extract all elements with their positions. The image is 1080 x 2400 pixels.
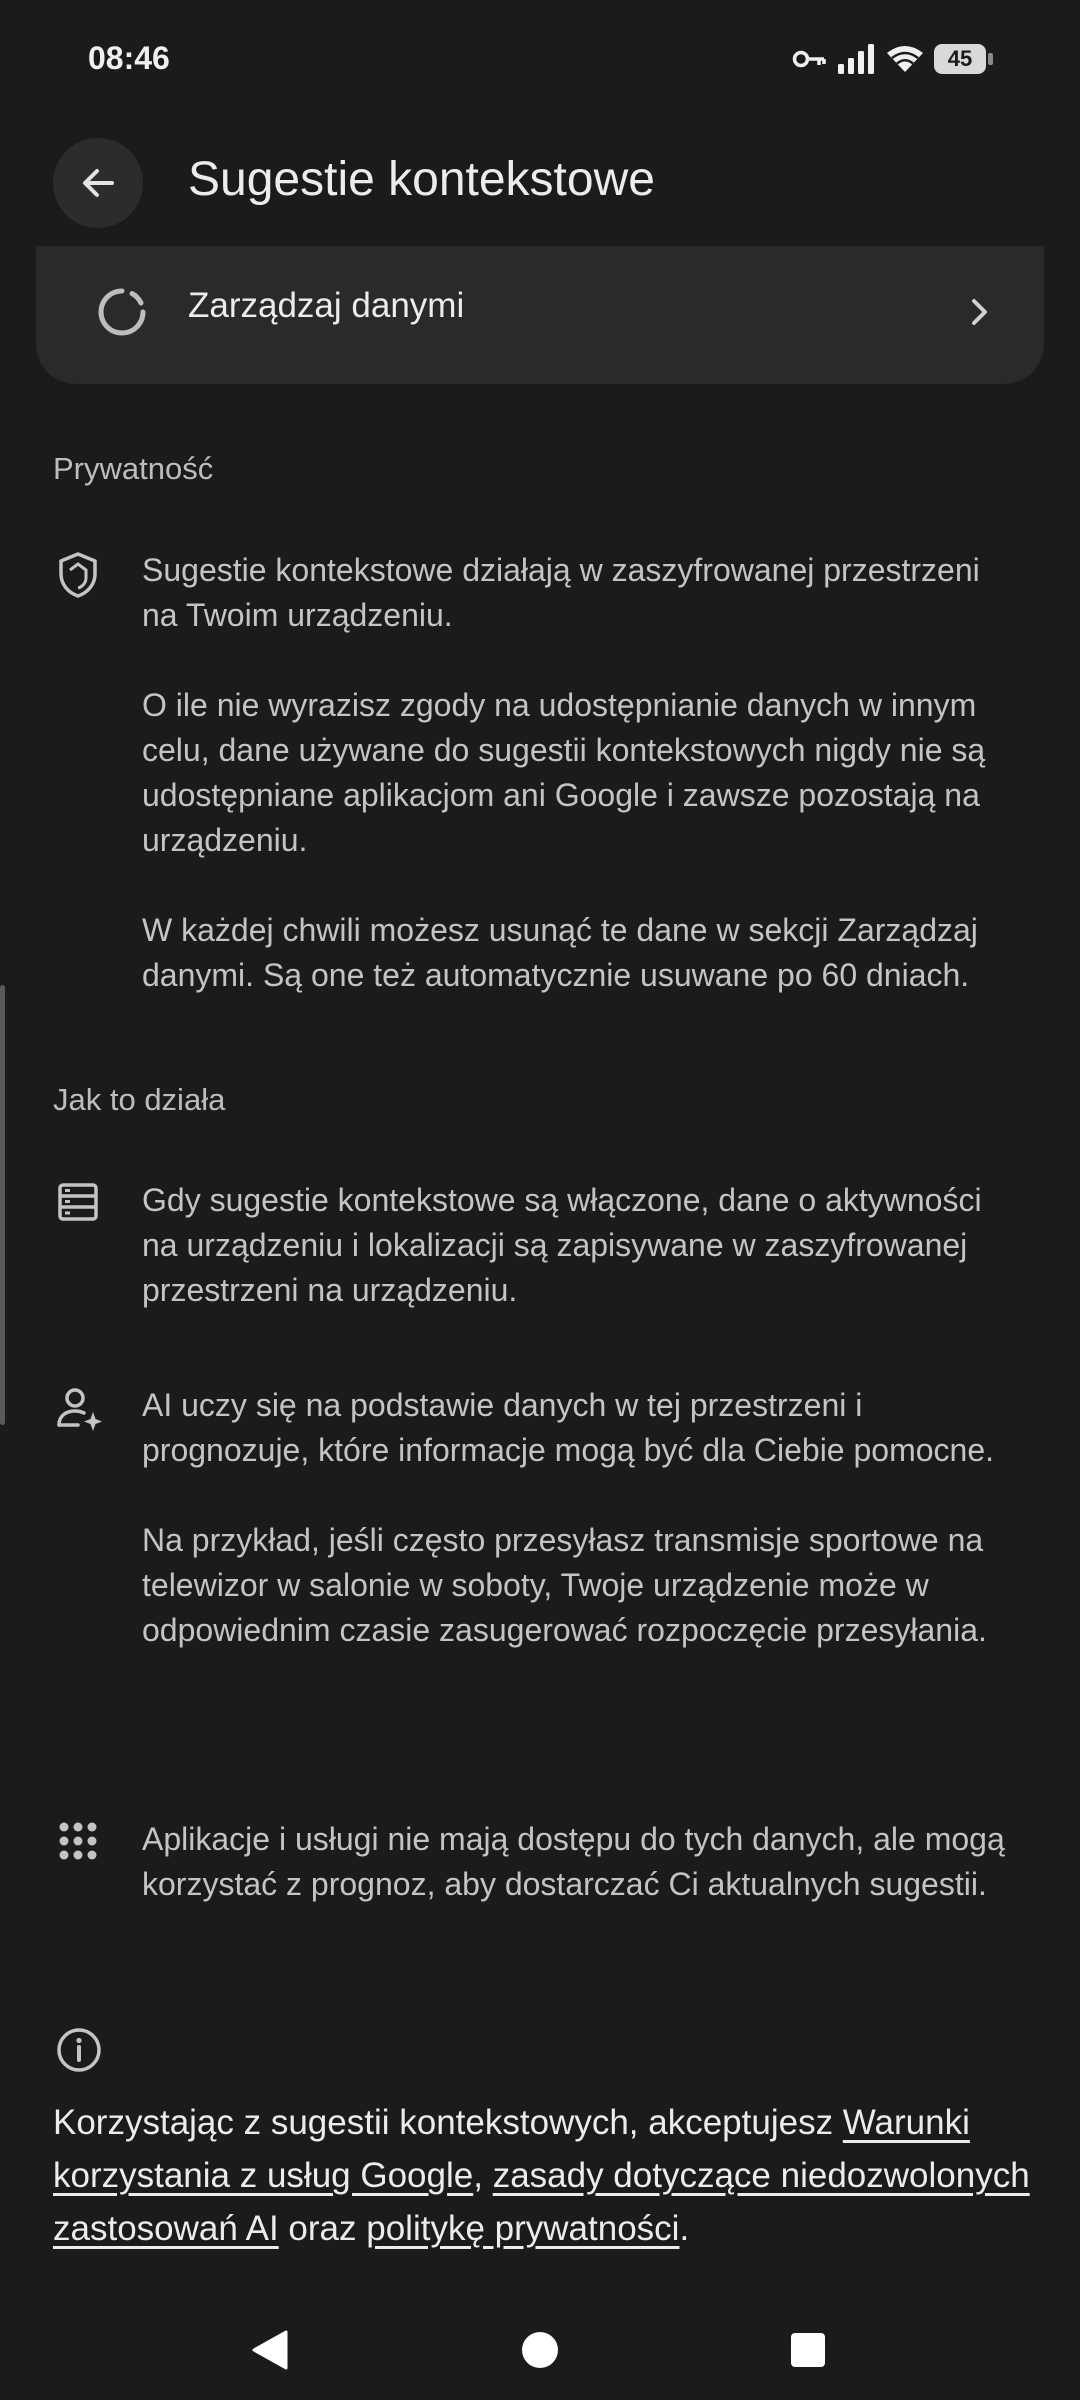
- nav-home-button[interactable]: [500, 2320, 580, 2380]
- signal-icon: [836, 44, 876, 74]
- shield-icon: [56, 550, 100, 600]
- status-bar: [0, 0, 1080, 120]
- legal-text-part: ,: [473, 2156, 493, 2195]
- navigation-bar: [0, 2300, 1080, 2400]
- nav-back-icon: [250, 2328, 290, 2372]
- paragraph: AI uczy się na podstawie danych w tej przestrzeni i prognozuje, które informacje mogą być dla Ciebie pomocne.: [142, 1387, 995, 1468]
- privacy-policy-link[interactable]: politykę prywatności: [366, 2209, 680, 2248]
- apps-text: [142, 1817, 1022, 1907]
- manage-data-item[interactable]: [36, 246, 1044, 384]
- privacy-text: [142, 548, 1022, 998]
- nav-back-button[interactable]: [230, 2320, 310, 2380]
- legal-text: [53, 2096, 1033, 2255]
- terms-of-service-link[interactable]: Warunki korzystania z usług Google: [53, 2103, 970, 2195]
- scrollbar[interactable]: [0, 985, 5, 1425]
- storage-icon: [56, 1180, 100, 1224]
- ai-policy-link[interactable]: zasady dotyczące niedozwolonych zastosowań AI: [53, 2156, 1030, 2248]
- paragraph: Aplikacje i usługi nie mają dostępu do tych danych, ale mogą korzystać z prognoz, aby dostarczać Ci aktualnych sugestii.: [142, 1821, 1005, 1902]
- person-sparkle-icon: [56, 1385, 106, 1433]
- paragraph: Na przykład, jeśli często przesyłasz transmisje sportowe na telewizor w salonie w soboty, Twoje urządzenie może w odpowiednim czasie zasugerować rozpoczęcie przesyłania.: [142, 1522, 987, 1648]
- battery-icon: [934, 44, 994, 74]
- app-bar: [0, 138, 1080, 248]
- apps-grid-icon: [56, 1819, 100, 1863]
- manage-data-label: Zarządzaj danymi: [188, 286, 465, 325]
- status-time: 08:46: [88, 40, 170, 76]
- legal-text-part: Korzystając z sugestii kontekstowych, akceptujesz: [53, 2103, 843, 2142]
- nav-home-icon: [520, 2330, 560, 2370]
- back-button[interactable]: [53, 138, 143, 228]
- page-title: Sugestie kontekstowe: [188, 153, 655, 206]
- storage-text: [142, 1178, 1022, 1313]
- legal-text-part: oraz: [278, 2209, 367, 2248]
- ai-text: [142, 1383, 1022, 1653]
- section-title-privacy: Prywatność: [53, 451, 214, 486]
- chevron-right-icon: [964, 292, 994, 332]
- info-icon: [55, 2026, 103, 2074]
- nav-recents-icon: [790, 2332, 826, 2368]
- vpn-key-icon: [792, 48, 826, 70]
- status-icons: [792, 44, 994, 74]
- refresh-circle-icon: [94, 284, 150, 340]
- legal-text-part: .: [679, 2209, 690, 2248]
- arrow-back-icon: [78, 163, 118, 203]
- section-title-how-it-works: Jak to działa: [53, 1082, 226, 1117]
- battery-level: 45: [947, 46, 973, 71]
- nav-recents-button[interactable]: [768, 2320, 848, 2380]
- paragraph: Sugestie kontekstowe działają w zaszyfrowanej przestrzeni na Twoim urządzeniu.: [142, 552, 980, 633]
- paragraph: W każdej chwili możesz usunąć te dane w sekcji Zarządzaj danymi. Są one też automatycznie usuwane po 60 dniach.: [142, 912, 978, 993]
- paragraph: O ile nie wyrazisz zgody na udostępnianie danych w innym celu, dane używane do sugestii kontekstowych nigdy nie są udostępniane aplikacjom ani Google i zawsze pozostają na urządzeniu.: [142, 687, 986, 858]
- paragraph: Gdy sugestie kontekstowe są włączone, dane o aktywności na urządzeniu i lokalizacji są zapisywane w zaszyfrowanej przestrzeni na urządzeniu.: [142, 1182, 982, 1308]
- wifi-icon: [886, 44, 924, 74]
